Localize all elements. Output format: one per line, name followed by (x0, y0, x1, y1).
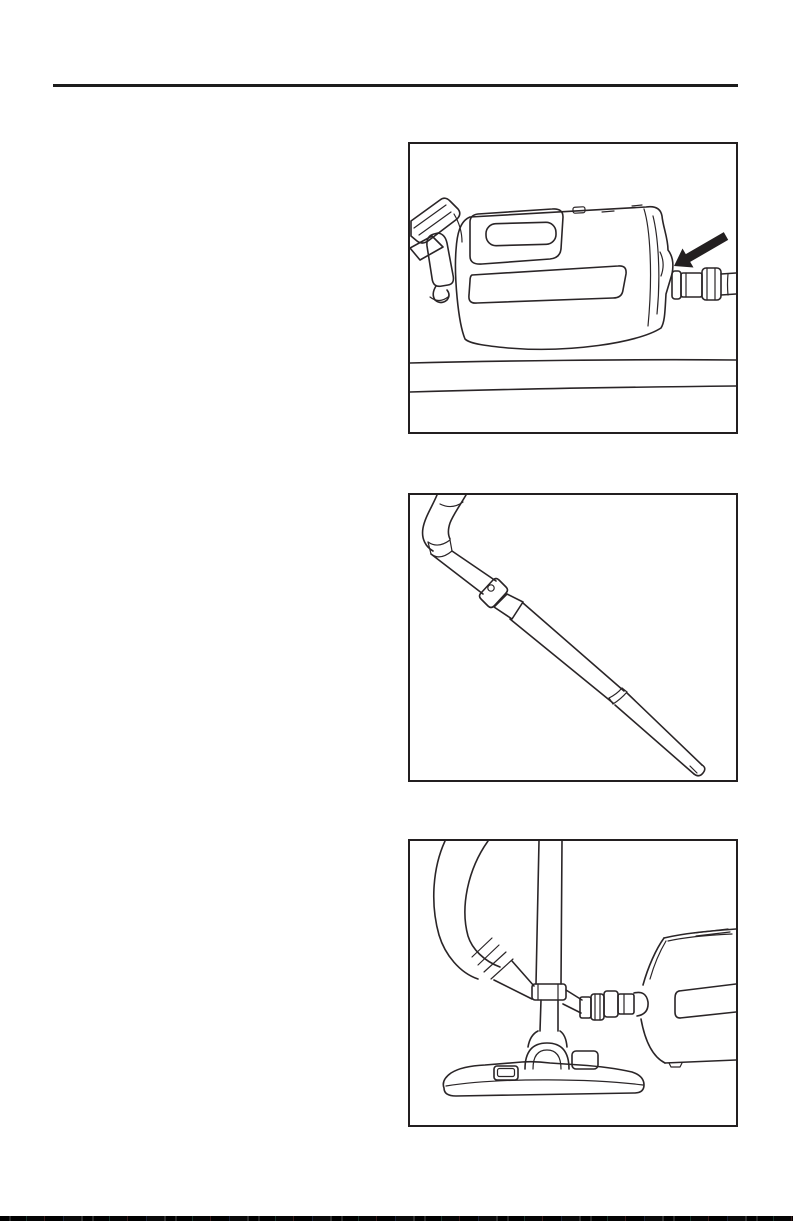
table-front-line (410, 386, 736, 392)
wand-main-tube (510, 603, 624, 703)
floor-nozzle (443, 1031, 644, 1096)
nozzle-neck (525, 1043, 569, 1069)
canister-body (641, 929, 736, 1067)
carry-handle-recess (470, 209, 563, 264)
scan-artifact-strip (0, 1216, 793, 1221)
front-panel (469, 266, 626, 303)
wand-lower-tube (615, 693, 705, 776)
wand-coupling (532, 984, 566, 1000)
figure-frame-telescopic-wand (408, 493, 738, 782)
wand-lock-collar (480, 579, 524, 620)
hose-port-collar (672, 271, 681, 299)
wand-handle-bend (423, 495, 466, 557)
nozzle-base (443, 1062, 644, 1096)
parked-hose-handle (410, 198, 462, 302)
hose (672, 268, 736, 300)
wand (532, 841, 566, 1031)
assembled-vacuum-illustration (410, 841, 736, 1125)
wand-extension-joint (609, 688, 627, 704)
canister-body (455, 205, 672, 349)
figure-frame-assembled-vacuum (408, 839, 738, 1127)
canister-panel (679, 984, 736, 991)
hose-cuff (702, 268, 721, 300)
vacuum-canister-hose-illustration (410, 144, 736, 432)
wand-tip (694, 765, 705, 776)
wand-lock-button (488, 585, 494, 591)
carry-handle-grip (486, 222, 557, 246)
canister-inlet-boss (634, 992, 648, 1016)
figure-frame-canister-hose-connection (408, 142, 738, 434)
telescopic-wand-illustration (410, 495, 736, 780)
arrow-indicator-icon (674, 232, 728, 267)
table-edge-line (410, 360, 736, 363)
hose (434, 841, 582, 1013)
header-rule (53, 84, 738, 87)
hose-connector (580, 991, 648, 1020)
